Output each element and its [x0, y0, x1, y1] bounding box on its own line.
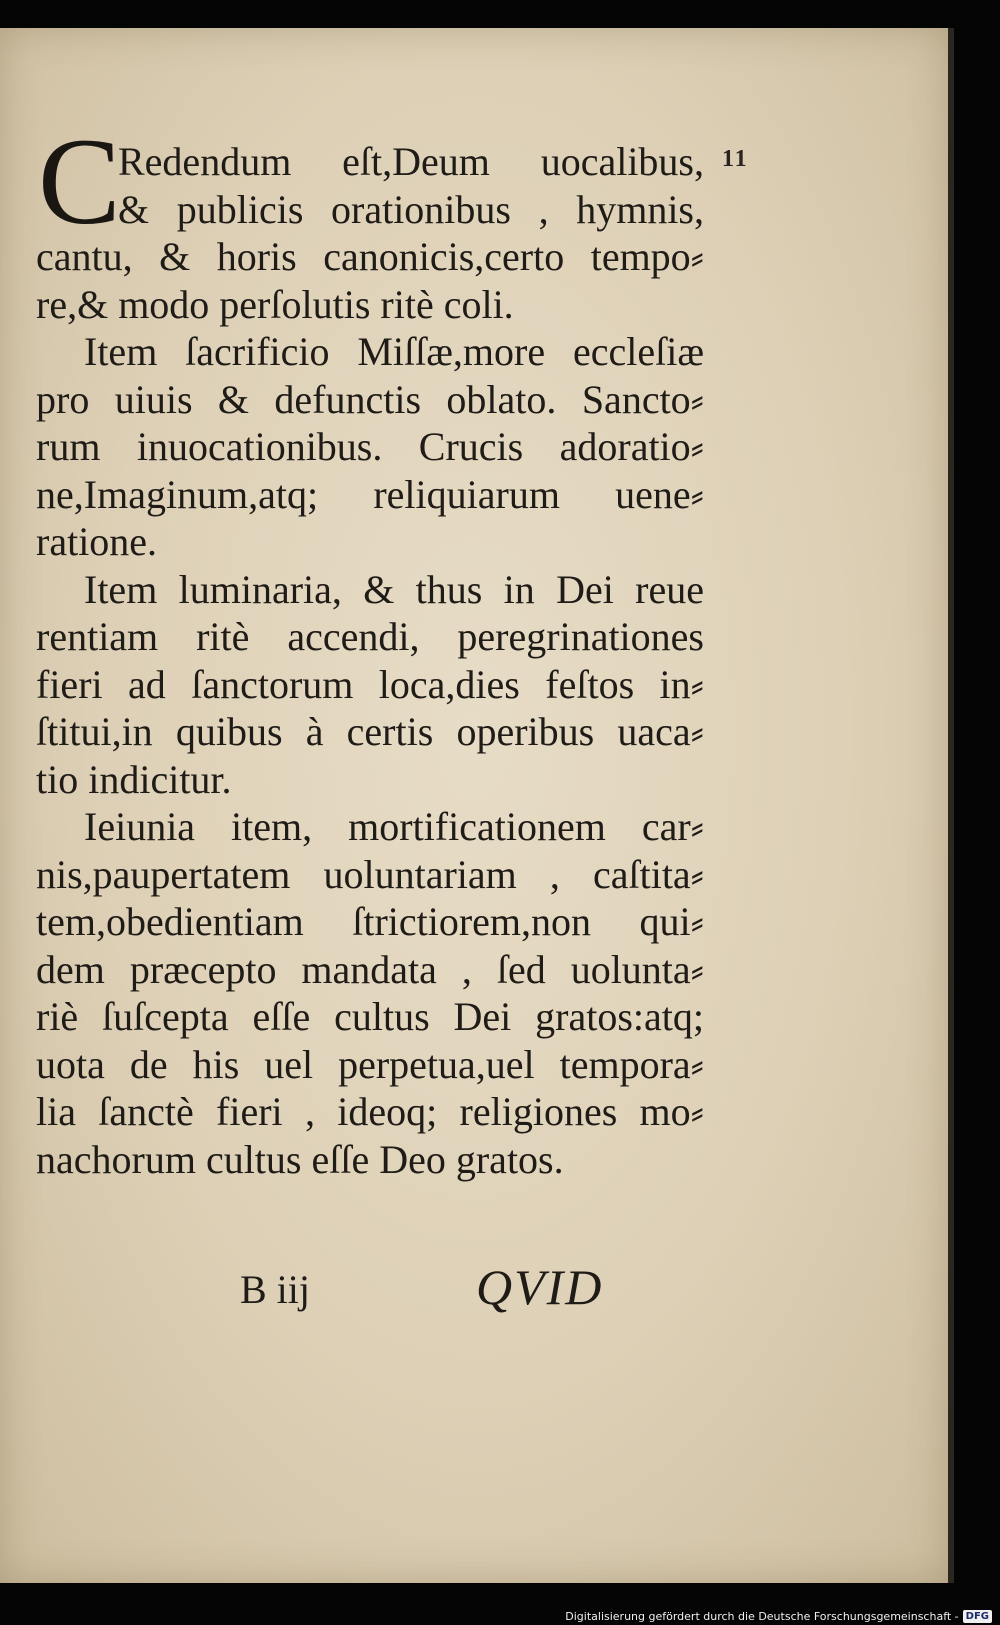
- text-line: dem præcepto mandata , ſed uolunta⸗: [36, 946, 704, 992]
- text-line: & publicis orationibus , hymnis,: [118, 186, 704, 232]
- paragraph: [36, 138, 704, 328]
- text-line: tio indicitur.: [36, 756, 232, 802]
- drop-cap: C: [38, 113, 121, 250]
- text-line: rum inuocationibus. Crucis adoratio⸗: [36, 424, 704, 469]
- dfg-logo: DFG: [963, 1610, 992, 1623]
- catchword: QVID: [476, 1259, 604, 1315]
- credit-text: Digitalisierung gefördert durch die Deutsche Forschungsgemeinschaft -: [565, 1610, 959, 1623]
- text-line: lia ſanctè fieri , ideoq; religiones mo⸗: [36, 1089, 704, 1134]
- text-line: riè ſuſcepta eſſe cultus Dei gratos:atq;: [36, 994, 704, 1039]
- paragraph: [36, 803, 704, 1183]
- paragraph: [36, 566, 704, 804]
- text-line: nachorum cultus eſſe Deo gratos.: [36, 1136, 564, 1182]
- text-line: ratione.: [36, 519, 158, 564]
- text-line: ſtitui,in quibus à certis operibus uaca⸗: [36, 709, 704, 754]
- folio-mark: 11: [722, 146, 749, 172]
- text-line: ne,Imaginum,atq; reliquiarum uene⸗: [36, 471, 704, 517]
- page-foot: [0, 1260, 948, 1320]
- paragraph: [36, 328, 704, 566]
- text-line: rentiam ritè accendi, peregrinationes: [36, 614, 704, 659]
- text-line: Item luminaria, & thus in Dei reue: [84, 566, 704, 612]
- text-line: fieri ad ſanctorum loca,dies feſtos in⸗: [36, 661, 704, 707]
- signature-mark: B iij: [240, 1267, 311, 1312]
- text-line: pro uiuis & defunctis oblato. Sancto⸗: [36, 376, 704, 422]
- digitization-credit: [565, 1610, 992, 1623]
- text-line: Redendum eſt,Deum uocalibus,: [118, 139, 704, 184]
- text-line: Item ſacrificio Miſſæ,more eccleſiæ: [84, 329, 704, 374]
- text-line: tem,obedientiam ſtrictiorem,non qui⸗: [36, 899, 704, 944]
- text-line: nis,paupertatem uoluntariam , caſtita⸗: [36, 851, 704, 897]
- text-line: Ieiunia item, mortificationem car⸗: [84, 804, 704, 849]
- text-line: cantu, & horis canonicis,certo tempo⸗: [36, 234, 704, 279]
- text-line: uota de his uel perpetua,uel tempora⸗: [36, 1041, 704, 1087]
- main-text: [36, 138, 704, 1183]
- text-line: re,& modo perſolutis ritè coli.: [36, 281, 514, 327]
- book-page: [0, 28, 954, 1583]
